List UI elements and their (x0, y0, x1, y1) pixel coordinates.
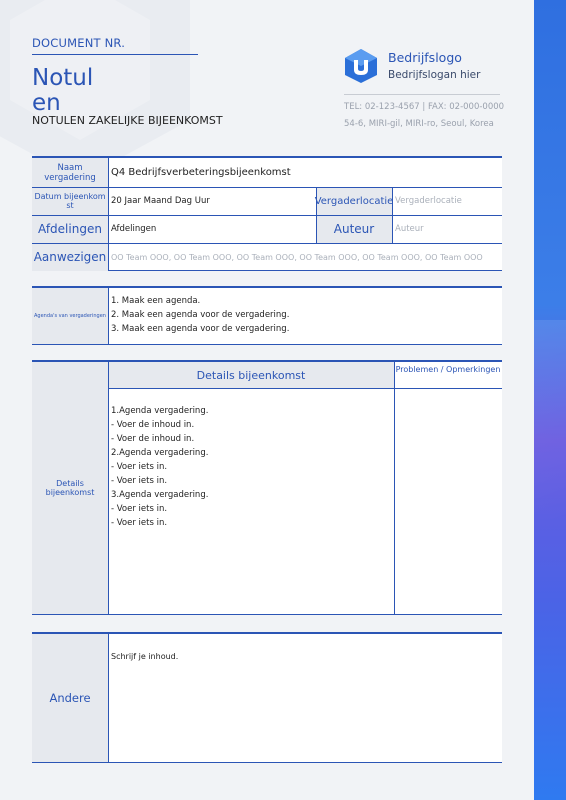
meeting-date-field[interactable]: 20 Jaar Maand Dag Uur (111, 196, 210, 206)
details-line: 3.Agenda vergadering. (111, 490, 209, 500)
attendees-label: Aanwezigen (32, 243, 108, 271)
agenda-item: 1. Maak een agenda. (111, 296, 201, 306)
company-address: 54-6, MIRI-gil, MIRI-ro, Seoul, Korea (344, 119, 494, 129)
meeting-location-field[interactable]: Vergaderlocatie (395, 196, 462, 206)
company-logo-name: Bedrijfslogo (388, 50, 462, 65)
agenda-list[interactable] (111, 294, 499, 336)
agenda-label: Agenda's van vergaderingen (32, 288, 108, 344)
meeting-details-table (32, 360, 502, 615)
details-line: 2.Agenda vergadering. (111, 448, 209, 458)
logo-divider (344, 94, 500, 95)
details-side-label: Details bijeenkomst (32, 362, 108, 614)
details-content[interactable] (111, 404, 391, 530)
other-content[interactable]: Schrijf je inhoud. (111, 652, 179, 661)
issues-content[interactable] (394, 388, 502, 614)
details-line: - Voer iets in. (111, 504, 168, 514)
other-notes-table (32, 632, 502, 763)
company-logo-icon (344, 48, 378, 84)
document-number-label: DOCUMENT NR. (32, 36, 126, 50)
meeting-date-label: Datum bijeenkomst (32, 187, 108, 215)
details-header: Details bijeenkomst (108, 362, 394, 388)
issues-header: Problemen / Opmerkingen (395, 365, 501, 374)
page-title: Notulen (32, 65, 94, 116)
meeting-location-label: Vergaderlocatie (316, 187, 392, 215)
contact-info: TEL: 02-123-4567 | FAX: 02-000-0000 (344, 102, 505, 112)
details-line: - Voer iets in. (111, 518, 168, 528)
author-field[interactable]: Auteur (395, 224, 424, 234)
meeting-name-label: Naam vergadering (32, 158, 108, 187)
details-line: - Voer de inhoud in. (111, 420, 195, 430)
details-line: - Voer iets in. (111, 462, 168, 472)
page-subtitle: NOTULEN ZAKELIJKE BIJEENKOMST (32, 114, 223, 127)
departments-label: Afdelingen (32, 215, 108, 243)
side-gradient-bar (534, 0, 566, 800)
agenda-table (32, 286, 502, 345)
details-line: - Voer de inhoud in. (111, 434, 195, 444)
details-line: 1.Agenda vergadering. (111, 406, 209, 416)
meeting-name-field[interactable]: Q4 Bedrijfsverbeteringsbijeenkomst (111, 167, 291, 178)
details-line: - Voer iets in. (111, 476, 168, 486)
attendees-field[interactable]: OO Team OOO, OO Team OOO, OO Team OOO, OO Team OOO, OO Team OOO, OO Team OOO (111, 252, 483, 262)
agenda-item: 3. Maak een agenda voor de vergadering. (111, 324, 290, 334)
document-number-underline (32, 54, 198, 55)
departments-field[interactable]: Afdelingen (111, 224, 157, 234)
meeting-info-table (32, 156, 502, 271)
other-label: Andere (32, 634, 108, 762)
agenda-item: 2. Maak een agenda voor de vergadering. (111, 310, 290, 320)
company-slogan: Bedrijfslogan hier (388, 69, 481, 81)
author-label: Auteur (316, 215, 392, 243)
